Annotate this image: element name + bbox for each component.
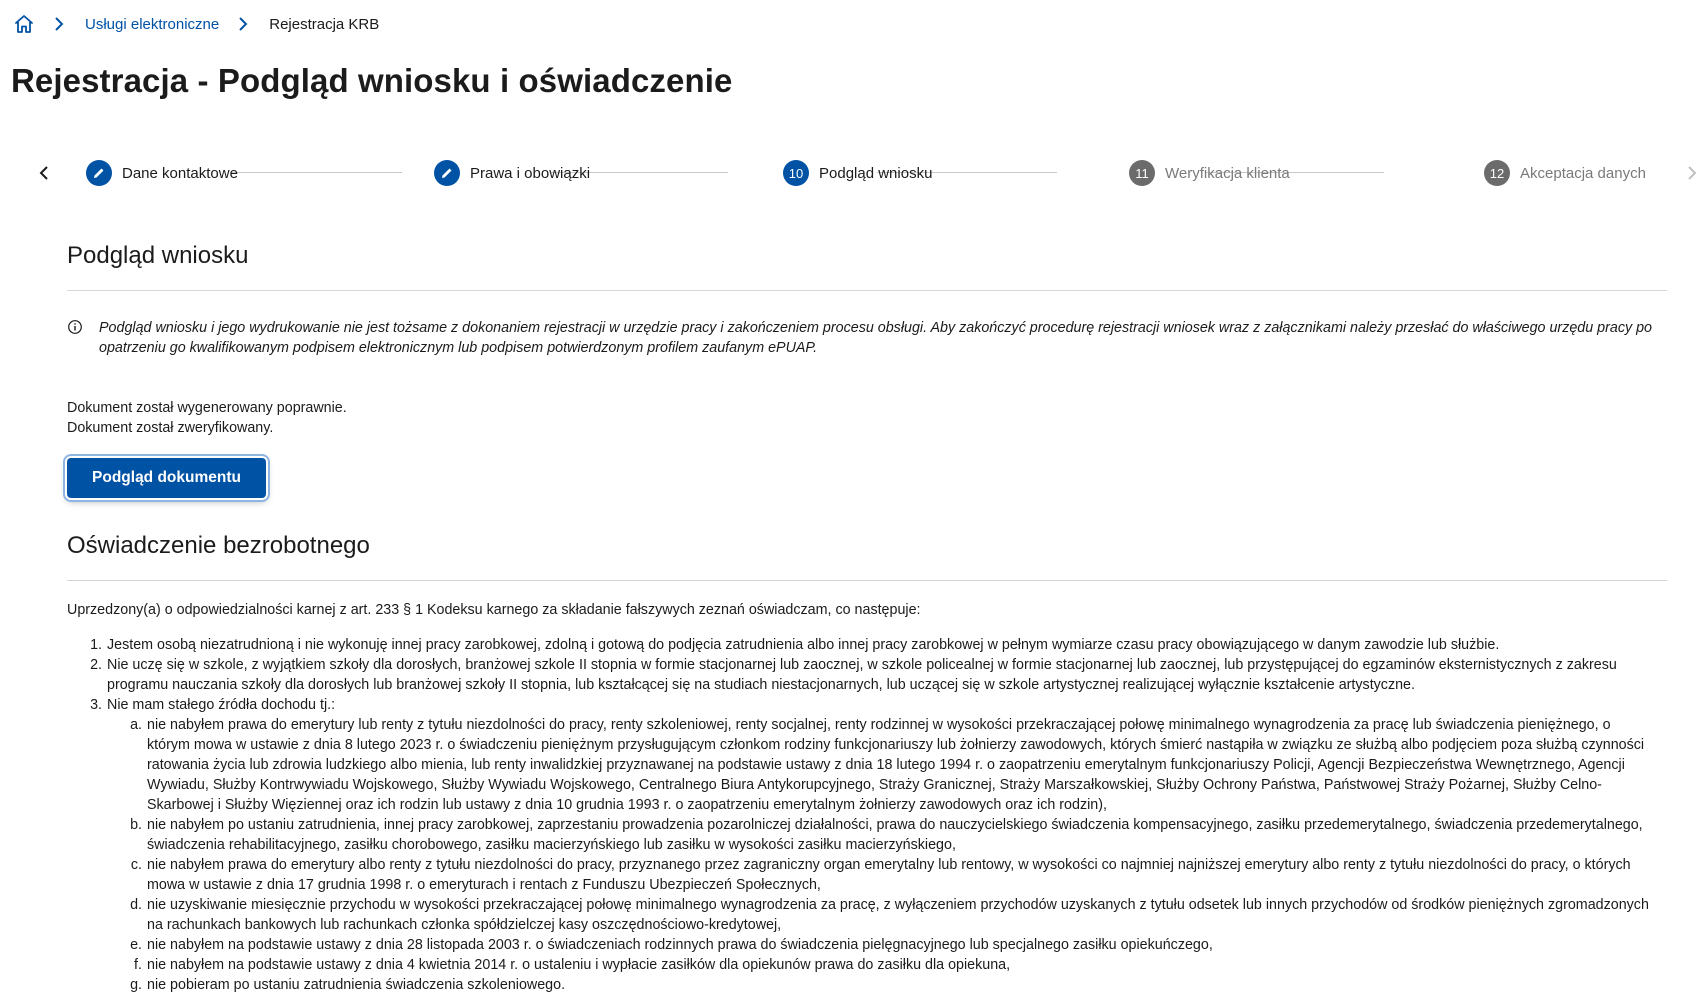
sub-list-letter: d.: [130, 897, 142, 913]
list-number: 3.: [90, 697, 102, 713]
declaration-intro: Uprzedzony(a) o odpowiedzialności karnej z art. 233 § 1 Kodeksu karnego za składanie fałszywych zeznań oświadczam, co następuje:: [67, 602, 921, 618]
list-text: Jestem osobą niezatrudnioną i nie wykonuję innej pracy zarobkowej, zdolną i gotową do podjęcia zatrudnienia albo innej pracy zarobkowej w pełnym wymiarze czasu pracy obowiązującego w danym zawodzie lub służbie.: [107, 637, 1500, 653]
sub-list-item: [67, 815, 1667, 855]
step-label: Podgląd wniosku: [819, 164, 933, 182]
list-number: 1.: [90, 637, 102, 653]
stepper-next-icon[interactable]: [1684, 164, 1700, 182]
sub-list-text: nie nabyłem na podstawie ustawy z dnia 28 listopada 2003 r. o świadczeniach rodzinnych prawa do świadczenia pielęgnacyjnego lub specjalnego zasiłku opiekuńczego,: [147, 937, 1213, 953]
list-item: [67, 695, 1667, 715]
sub-list-letter: g.: [130, 977, 142, 992]
step-akceptacja-danych[interactable]: [1484, 160, 1646, 186]
preview-document-button[interactable]: Podgląd dokumentu: [67, 458, 266, 498]
chevron-right-icon: [51, 16, 67, 32]
pencil-icon: [434, 160, 460, 186]
step-number: 12: [1484, 160, 1510, 186]
list-item: [67, 655, 1667, 695]
pencil-icon: [86, 160, 112, 186]
divider: [67, 580, 1667, 581]
step-label: Dane kontaktowe: [122, 164, 238, 182]
sub-list: [67, 715, 1667, 992]
document-status: [67, 398, 347, 438]
section-title-declaration: Oświadczenie bezrobotnego: [67, 532, 370, 559]
divider: [67, 290, 1667, 291]
sub-list-item: [67, 855, 1667, 895]
sub-list-letter: c.: [130, 857, 142, 873]
sub-list-letter: f.: [134, 957, 142, 973]
breadcrumb: [13, 12, 379, 36]
sub-list-text: nie nabyłem prawa do emerytury albo renty z tytułu niezdolności do pracy, przyznanego przez zagraniczny organ emerytalny lub rentowy, w wysokości co najmniej najniższej emerytury albo renty z tytułu niezdolności do pracy, o których mowa w ustawie z dnia 17 grudnia 1998 r. o emeryturach i rentach z Funduszu Ubezpieczeń Społecznych,: [147, 857, 1631, 893]
breadcrumb-link-uslugi[interactable]: Usługi elektroniczne: [85, 15, 220, 33]
step-dane-kontaktowe[interactable]: [86, 160, 238, 186]
sub-list-letter: b.: [130, 817, 142, 833]
sub-list-item: [67, 975, 1667, 992]
info-notice: [67, 318, 1657, 358]
chevron-right-icon: [235, 16, 251, 32]
step-number: 10: [783, 160, 809, 186]
stepper-connector: [230, 172, 402, 173]
step-podglad-wniosku[interactable]: [783, 160, 932, 186]
section-title-preview: Podgląd wniosku: [67, 242, 249, 269]
info-icon: [67, 319, 83, 335]
sub-list-text: nie pobieram po ustaniu zatrudnienia świadczenia szkoleniowego.: [147, 977, 566, 992]
breadcrumb-current: Rejestracja KRB: [269, 15, 380, 33]
page-title: Rejestracja - Podgląd wniosku i oświadczenie: [11, 62, 733, 99]
sub-list-text: nie nabyłem prawa do emerytury lub renty z tytułu niezdolności do pracy, renty szkoleniowej, renty socjalnej, renty rodzinnej w wysokości przekraczającej połowę minimalnego wynagrodzenia za pracę lub świadczenia pieniężnego, o którym mowa w ustawie z dnia 8 lutego 2023 r. o świadczeniu pieniężnym przysługującym członkom rodziny funkcjonariuszy lub żołnierzy zawodowych, których śmierć nastąpiła w związku ze służbą albo podjęciem poza służbą czynności ratowania życia lub zdrowia ludzkiego albo mienia, lub renty inwalidzkiej przyznawanej na podstawie ustawy z dnia 18 lutego 1994 r. o zaopatrzeniu emerytalnym funkcjonariuszy Policji, Agencji Bezpieczeństwa Wewnętrznego, Agencji Wywiadu, Służby Kontrwywiadu Wojskowego, Służby Wywiadu Wojskowego, Centralnego Biura Antykorupcyjnego, Straży Granicznej, Straży Marszałkowskiej, Służby Ochrony Państwa, Państwowej Straży Pożarnej, Służby Celno-Skarbowej i Służby Więziennej oraz ich rodzin lub ustawy z dnia 10 grudnia 1993 r. o zaopatrzeniu emerytalnym żołnierzy zawodowych oraz ich rodzin),: [147, 717, 1645, 813]
list-number: 2.: [90, 657, 102, 673]
sub-list-item: [67, 895, 1667, 935]
sub-list-letter: e.: [130, 937, 142, 953]
list-text: Nie uczę się w szkole, z wyjątkiem szkoły dla dorosłych, branżowej szkole II stopnia w formie stacjonarnej lub zaocznej, w szkole policealnej w formie stacjonarnej lub zaocznej, lub przystępującej do egzaminów eksternistycznych z zakresu programu nauczania szkoły dla dorosłych lub branżowej szkoły II stopnia, lub kształcącej się na studiach niestacjonarnych, lub uczącej się w szkole artystycznej realizującej wyłącznie kształcenie artystyczne.: [107, 657, 1617, 693]
stepper: [0, 154, 1708, 192]
stepper-prev-icon[interactable]: [36, 164, 52, 182]
step-label: Weryfikacja klienta: [1165, 164, 1290, 182]
info-text: Podgląd wniosku i jego wydrukowanie nie jest tożsame z dokonaniem rejestracji w urzędzie pracy i zakończeniem procesu obsługi. Aby zakończyć procedurę rejestracji wniosek wraz z załącznikami należy przesłać do właściwego urzędu pracy po opatrzeniu go kwalifikowanym podpisem elektronicznym lub podpisem potwierdzonym profilem zaufanym ePUAP.: [99, 320, 1652, 356]
preview-section: [67, 242, 1667, 291]
home-icon[interactable]: [13, 13, 35, 35]
step-number: 11: [1129, 160, 1155, 186]
sub-list-letter: a.: [130, 717, 142, 733]
status-generated: Dokument został wygenerowany poprawnie.: [67, 400, 347, 416]
declaration-list: [67, 635, 1667, 992]
list-text: Nie mam stałego źródła dochodu tj.:: [107, 697, 336, 713]
sub-list-text: nie uzyskiwanie miesięcznie przychodu w wysokości przekraczającej połowę minimalnego wynagrodzenia za pracę, z wyłączeniem przychodów uzyskanych z tytułu odsetek lub innych przychodów od środków pieniężnych zgromadzonych na rachunkach bankowych lub rachunkach członka spółdzielczej kasy oszczędnościowo-kredytowej,: [147, 897, 1649, 933]
sub-list-text: nie nabyłem na podstawie ustawy z dnia 4 kwietnia 2014 r. o ustaleniu i wypłacie zasiłków dla opiekunów prawa do zasiłku dla opiekuna,: [147, 957, 1011, 973]
list-item: [67, 635, 1667, 655]
sub-list-item: [67, 935, 1667, 955]
sub-list-text: nie nabyłem po ustaniu zatrudnienia, innej pracy zarobkowej, zaprzestaniu prowadzenia pozarolniczej działalności, prawa do nauczycielskiego świadczenia kompensacyjnego, zasiłku przedemerytalnego, świadczenia przedemerytalnego, świadczenia rehabilitacyjnego, zasiłku chorobowego, zasiłku macierzyńskiego lub zasiłku w wysokości zasiłku macierzyńskiego,: [147, 817, 1643, 853]
sub-list-item: [67, 715, 1667, 815]
step-weryfikacja-klienta[interactable]: [1129, 160, 1290, 186]
sub-list-item: [67, 955, 1667, 975]
status-verified: Dokument został zweryfikowany.: [67, 420, 274, 436]
step-prawa-i-obowiazki[interactable]: [434, 160, 590, 186]
declaration-section: [67, 532, 1667, 581]
step-label: Prawa i obowiązki: [470, 164, 591, 182]
step-label: Akceptacja danych: [1520, 164, 1646, 182]
